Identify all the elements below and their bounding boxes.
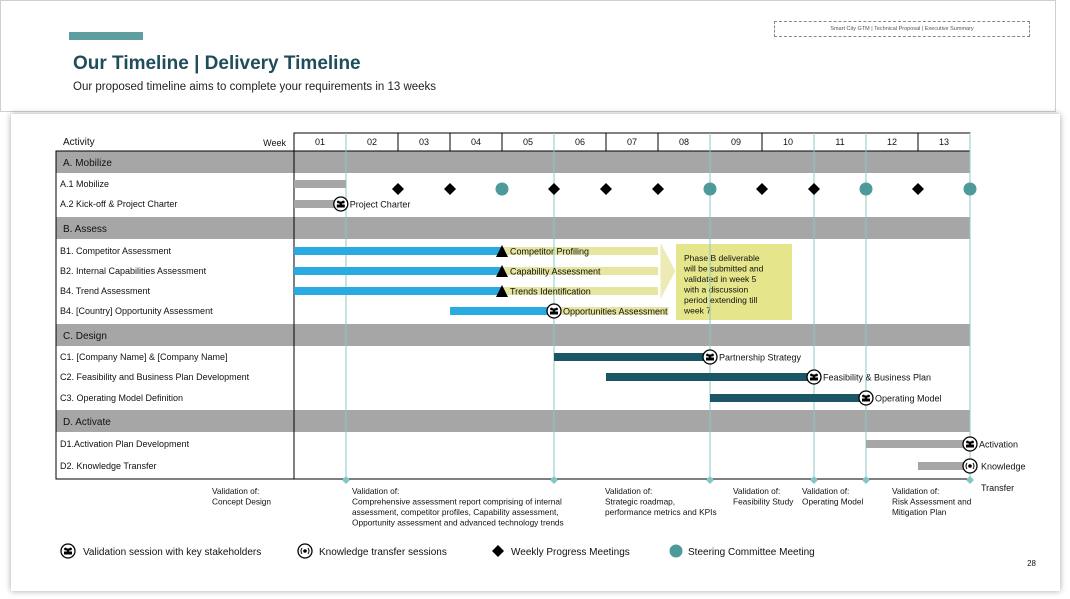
- bar-label: Capability Assessment: [510, 266, 601, 277]
- validation-text: Validation of: Operating Model: [802, 486, 864, 507]
- activity-row-label: C1. [Company Name] & [Company Name]: [60, 352, 228, 362]
- section-bar: [56, 217, 970, 239]
- page-number: 28: [1027, 559, 1036, 568]
- callout-text: Phase B deliverable will be submitted and validated in week 5 with a discussion period extending till week 7: [684, 253, 764, 316]
- activity-row-label: A.2 Kick-off & Project Charter: [60, 199, 178, 209]
- validation-text: Validation of: Risk Assessment and Mitigation Plan: [892, 486, 972, 517]
- validation-text: Validation of: Concept Design: [212, 486, 272, 507]
- week-label-10: 10: [782, 137, 794, 147]
- activity-header: Activity: [63, 137, 95, 148]
- validation-diamond: [862, 476, 870, 484]
- section-label: C. Design: [63, 331, 107, 342]
- gantt-chart: [11, 114, 1060, 591]
- week-label-13: 13: [938, 137, 950, 147]
- activity-row-label: A.1 Mobilize: [60, 179, 110, 189]
- page-subtitle: Our proposed timeline aims to complete your requirements in 13 weeks: [73, 81, 437, 93]
- legend-stakeholder-icon: [61, 544, 75, 558]
- weekly-meeting-marker: [808, 183, 820, 195]
- week-label-12: 12: [886, 137, 898, 147]
- validation-diamond: [810, 476, 818, 484]
- task-bar: [710, 394, 866, 402]
- activity-row-label: B4. [Country] Opportunity Assessment: [60, 306, 213, 316]
- bar-label: Trends Identification: [510, 286, 591, 297]
- activity-row-label: C2. Feasibility and Business Plan Development: [60, 372, 250, 382]
- stakeholder-icon: [703, 350, 717, 364]
- stakeholder-icon: [963, 437, 977, 451]
- task-bar: [554, 353, 710, 361]
- stakeholder-icon: [807, 370, 821, 384]
- section-bar: [56, 410, 970, 432]
- week-label-03: 03: [418, 137, 430, 147]
- bar-label: Knowledge: [981, 461, 1026, 472]
- breadcrumb: Smart City GTM | Technical Proposal | Executive Summary: [774, 21, 1030, 37]
- week-label-11: 11: [835, 137, 845, 147]
- bar-label: Activation: [979, 439, 1019, 450]
- section-bar: [56, 151, 970, 173]
- weekly-meeting-marker: [444, 183, 456, 195]
- steering-meeting-marker: [964, 183, 977, 196]
- bar-label: Operating Model: [875, 393, 942, 404]
- legend-steering-label: Steering Committee Meeting: [688, 547, 815, 558]
- legend-knowledge-icon: [298, 544, 312, 558]
- weekly-meeting-marker: [652, 183, 664, 195]
- weekly-meeting-marker: [756, 183, 768, 195]
- week-label-02: 02: [366, 137, 378, 147]
- activity-row-label: B2. Internal Capabilities Assessment: [60, 266, 207, 276]
- bar-label: Partnership Strategy: [719, 352, 802, 363]
- week-label-04: 04: [470, 137, 482, 147]
- background-slide: [0, 0, 1056, 112]
- bar-label: Feasibility & Business Plan: [823, 372, 932, 383]
- legend-weekly-icon: [492, 545, 504, 557]
- task-bar: [294, 180, 346, 188]
- week-label-01: 01: [314, 137, 326, 147]
- bar-label: Opportunities Assessment: [563, 306, 668, 317]
- weekly-meeting-marker: [600, 183, 612, 195]
- stakeholder-icon: [859, 391, 873, 405]
- task-bar: [294, 247, 502, 255]
- task-bar: [294, 267, 502, 275]
- validation-diamond: [342, 476, 350, 484]
- task-bar: [294, 287, 502, 295]
- weekly-meeting-marker: [548, 183, 560, 195]
- activity-row-label: D2. Knowledge Transfer: [60, 461, 157, 471]
- task-bar: [866, 440, 970, 448]
- activity-row-label: D1.Activation Plan Development: [60, 439, 190, 449]
- validation-diamond: [966, 476, 974, 484]
- week-label-09: 09: [730, 137, 742, 147]
- steering-meeting-marker: [496, 183, 509, 196]
- weekly-meeting-marker: [912, 183, 924, 195]
- legend-knowledge-label: Knowledge transfer sessions: [319, 547, 447, 558]
- task-bar: [606, 373, 814, 381]
- validation-text: Validation of: Comprehensive assessment report comprising of internal assessment, competitor profiles, Capability assessment, Opportunity assessment and advanced technology trends: [352, 486, 564, 528]
- legend-steering-icon: [670, 545, 683, 558]
- week-label-07: 07: [626, 137, 638, 147]
- discussion-arrow: [660, 241, 676, 301]
- activity-row-label: B4. Trend Assessment: [60, 286, 151, 296]
- steering-meeting-marker: [860, 183, 873, 196]
- activity-row-label: B1. Competitor Assessment: [60, 246, 172, 256]
- validation-text: Validation of: Feasibility Study: [733, 486, 794, 507]
- bar-label: Competitor Profiling: [510, 246, 590, 257]
- page-title: Our Timeline | Delivery Timeline: [73, 53, 361, 74]
- validation-diamond: [706, 476, 714, 484]
- steering-meeting-marker: [704, 183, 717, 196]
- legend-weekly-label: Weekly Progress Meetings: [511, 547, 630, 558]
- activity-row-label: C3. Operating Model Definition: [60, 393, 184, 403]
- knowledge-icon: [963, 459, 977, 473]
- stakeholder-icon: [334, 197, 348, 211]
- section-label: B. Assess: [63, 224, 107, 235]
- week-label-05: 05: [522, 137, 534, 147]
- task-bar: [918, 462, 970, 470]
- bar-label: Project Charter: [349, 199, 411, 210]
- validation-text: Validation of: Strategic roadmap, performance metrics and KPIs: [605, 486, 717, 517]
- stakeholder-icon: [547, 304, 561, 318]
- weekly-meeting-marker: [392, 183, 404, 195]
- week-label-06: 06: [574, 137, 586, 147]
- validation-diamond: [550, 476, 558, 484]
- section-bar: [56, 324, 970, 346]
- bar-label-extra: Transfer: [981, 483, 1015, 493]
- section-label: D. Activate: [63, 417, 111, 428]
- title-accent-bar: [69, 32, 143, 40]
- legend-stakeholder-label: Validation session with key stakeholders: [83, 547, 262, 558]
- week-header: Week: [263, 138, 286, 148]
- section-label: A. Mobilize: [63, 158, 112, 169]
- week-label-08: 08: [678, 137, 690, 147]
- timeline-card: [11, 114, 1060, 591]
- task-bar: [450, 307, 554, 315]
